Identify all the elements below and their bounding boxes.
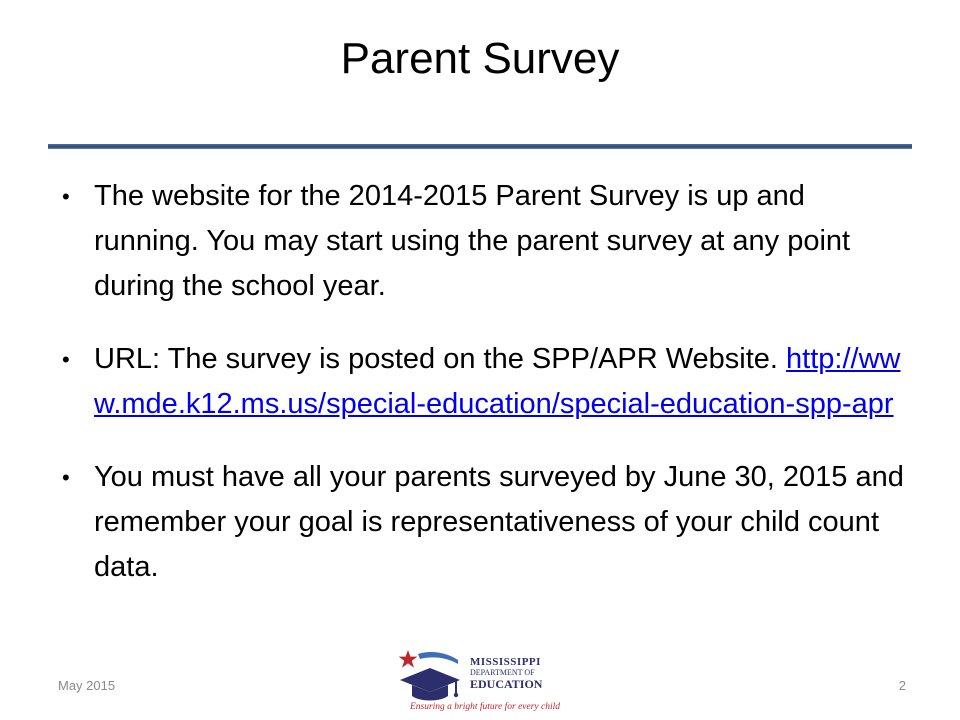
logo-line-mississippi: MISSISSIPPI [470,656,541,668]
logo-tagline: Ensuring a bright future for every child [409,702,561,712]
bullet-dot-icon: • [62,184,70,209]
bullet-item-website [58,174,908,309]
logo-line-department: DEPARTMENT OF [470,668,535,677]
slide-title: Parent Survey [340,34,620,83]
mde-logo [396,648,574,714]
bullet-text: You must have all your parents surveyed by June 30, 2015 and remember your goal is representativeness of your child count data. [94,461,904,583]
bullet-dot-icon: • [62,347,70,372]
logo-line-education: EDUCATION [470,677,543,691]
spp-apr-link[interactable]: http://www.mde.k12.ms.us/special-education/special-education-spp-apr [94,343,901,420]
bullet-list [58,174,908,618]
page-number: 2 [898,678,906,693]
footer-date: May 2015 [58,678,116,693]
graduation-cap-star-icon [396,648,462,704]
bullet-text: The website for the 2014-2015 Parent Survey is up and running. You may start using the parent survey at any point during the school year. [94,180,851,302]
bullet-text: URL: The survey is posted on the SPP/APR Website. [94,343,787,375]
bullet-item-deadline [58,455,908,590]
bullet-dot-icon: • [62,465,70,490]
bullet-item-url [58,337,908,427]
title-divider [48,144,912,149]
logo-wordmark [470,656,570,691]
